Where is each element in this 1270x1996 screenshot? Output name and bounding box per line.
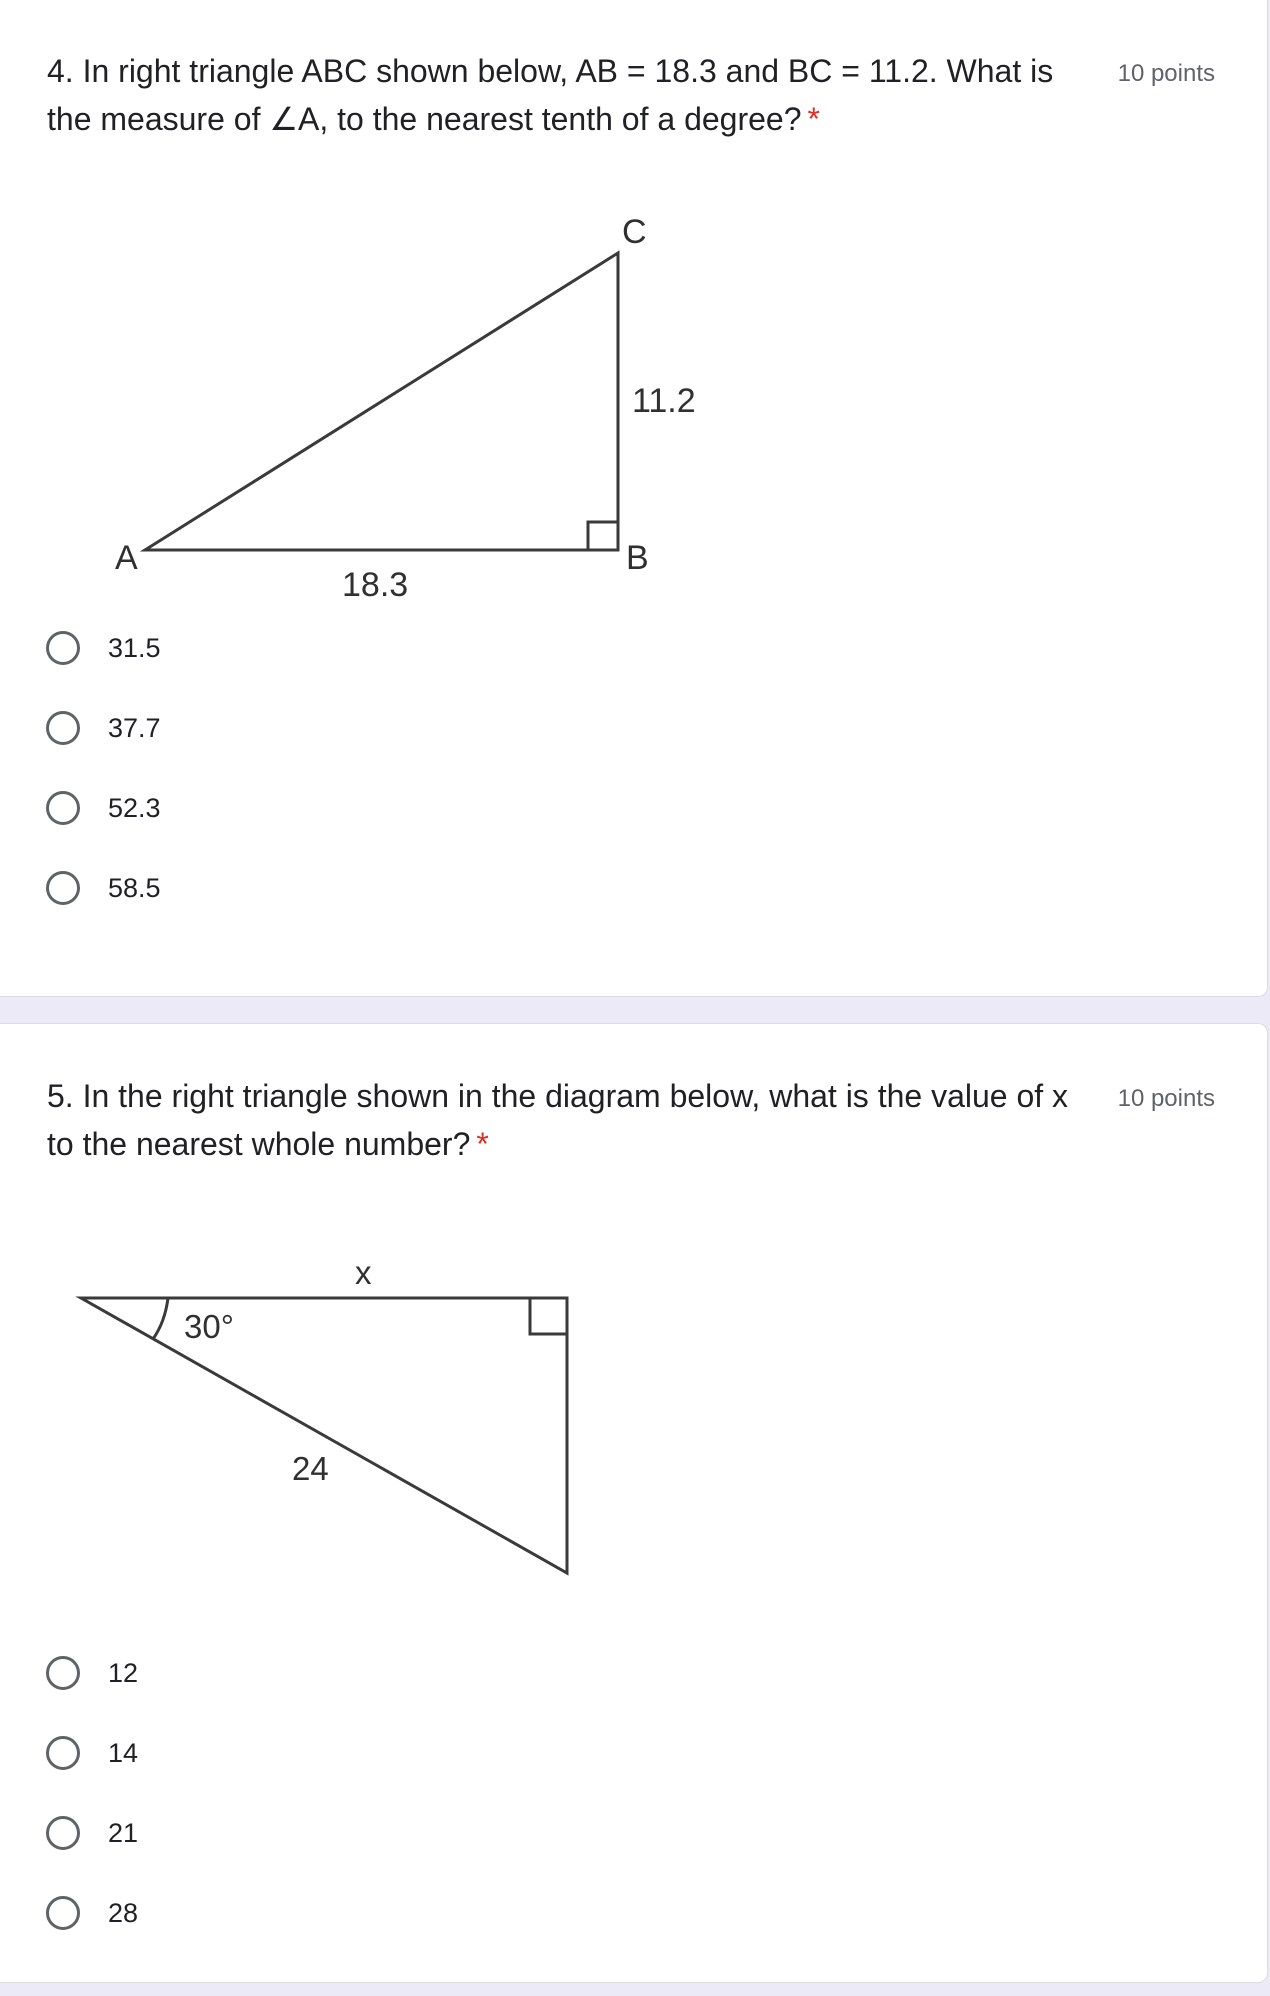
triangle-abc-figure: [0, 209, 800, 609]
question-title: [47, 47, 1097, 143]
option-14[interactable]: [46, 1731, 446, 1775]
right-angle-mark: [530, 1298, 567, 1334]
option-label: 37.7: [108, 712, 161, 743]
option-label: 28: [108, 1897, 139, 1928]
option-58-5[interactable]: [46, 866, 446, 910]
points-label: 10 points: [1117, 60, 1215, 87]
option-label: 52.3: [108, 792, 161, 823]
required-asterisk: *: [476, 1126, 489, 1162]
angle-label: 30°: [184, 1308, 234, 1345]
right-angle-mark: [588, 522, 618, 550]
hypotenuse-label: 24: [292, 1450, 329, 1487]
option-28[interactable]: [46, 1891, 446, 1935]
option-12[interactable]: [46, 1651, 446, 1695]
triangle-abc: [145, 253, 618, 550]
option-37-7[interactable]: [46, 706, 446, 750]
option-31-5[interactable]: [46, 626, 446, 670]
question-title: [47, 1072, 1097, 1168]
radio-button[interactable]: [46, 1736, 80, 1770]
question-card-4: [0, 0, 1268, 997]
radio-button[interactable]: [46, 871, 80, 905]
radio-button[interactable]: [46, 791, 80, 825]
angle-arc: [153, 1298, 168, 1339]
triangle-x-figure: [0, 1224, 700, 1624]
required-asterisk: *: [807, 101, 820, 137]
vertex-a-label: A: [115, 539, 138, 577]
question-card-5: [0, 1023, 1268, 1983]
side-ab-label: 18.3: [342, 566, 409, 604]
option-label: 12: [108, 1657, 139, 1688]
vertex-c-label: C: [622, 213, 647, 251]
radio-button[interactable]: [46, 1816, 80, 1850]
side-x-label: x: [355, 1254, 372, 1291]
option-label: 31.5: [108, 632, 161, 663]
radio-button[interactable]: [46, 631, 80, 665]
radio-button[interactable]: [46, 711, 80, 745]
radio-button[interactable]: [46, 1896, 80, 1930]
option-52-3[interactable]: [46, 786, 446, 830]
vertex-b-label: B: [626, 539, 649, 577]
question-text: 5. In the right triangle shown in the diagram below, what is the value of x to the nearest whole number?: [47, 1078, 1069, 1162]
radio-button[interactable]: [46, 1656, 80, 1690]
option-21[interactable]: [46, 1811, 446, 1855]
question-text: 4. In right triangle ABC shown below, AB = 18.3 and BC = 11.2. What is the measure of ∠A, to the nearest tenth of a degree?: [47, 53, 1054, 137]
option-label: 58.5: [108, 872, 161, 903]
points-label: 10 points: [1117, 1085, 1215, 1112]
option-label: 14: [108, 1737, 139, 1768]
option-label: 21: [108, 1817, 139, 1848]
side-bc-label: 11.2: [632, 382, 696, 420]
